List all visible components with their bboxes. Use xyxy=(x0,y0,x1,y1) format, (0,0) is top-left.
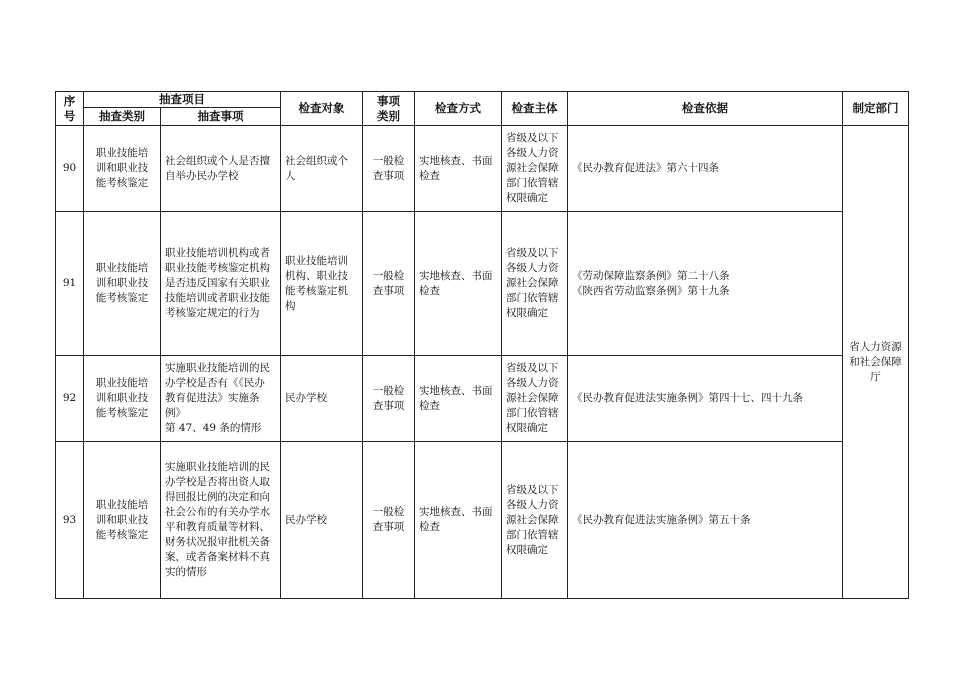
table-row xyxy=(56,126,909,212)
row-matter: 职业技能培训机构或者 职业技能考核鉴定机构 是否违反国家有关职业 技能培训或者职业技能 考核鉴定规定的行为 xyxy=(161,212,281,356)
row-basis: 《民办教育促进法实施条例》第五十条 xyxy=(568,442,843,599)
table-row xyxy=(56,212,909,356)
header-no: 序 号 xyxy=(56,92,84,126)
row-matter: 实施职业技能培训的民 办学校是否有《《民办 教育促进法》实施条例》 第 47、49 条的情形 xyxy=(161,356,281,442)
row-no: 92 xyxy=(56,356,84,442)
row-type: 一般检 查事项 xyxy=(363,356,415,442)
row-category: 职业技能培 训和职业技 能考核鉴定 xyxy=(84,212,161,356)
header-dept: 制定部门 xyxy=(843,92,909,126)
row-basis: 《民办教育促进法》第六十四条 xyxy=(568,126,843,212)
header-target: 检查对象 xyxy=(281,92,363,126)
header-check-matter: 抽查事项 xyxy=(161,108,281,126)
row-matter: 社会组织或个人是否擅 自举办民办学校 xyxy=(161,126,281,212)
dept-cell: 省人力资源 和社会保障 厅 xyxy=(843,126,909,599)
row-no: 93 xyxy=(56,442,84,599)
row-method: 实地核查、书面 检查 xyxy=(415,212,502,356)
header-row xyxy=(56,92,909,108)
row-no: 91 xyxy=(56,212,84,356)
row-target: 社会组织或个 人 xyxy=(281,126,363,212)
row-method: 实地核查、书面 检查 xyxy=(415,126,502,212)
row-method: 实地核查、书面 检查 xyxy=(415,442,502,599)
header-basis: 检查依据 xyxy=(568,92,843,126)
row-category: 职业技能培 训和职业技 能考核鉴定 xyxy=(84,126,161,212)
row-category: 职业技能培 训和职业技 能考核鉴定 xyxy=(84,442,161,599)
row-type: 一般检 查事项 xyxy=(363,442,415,599)
row-matter: 实施职业技能培训的民 办学校是否将出资人取 得回报比例的决定和向 社会公布的有关办学水 平和教育质量等材料、 财务状况报审批机关备 案，或者备案材料不真 实的情形 xyxy=(161,442,281,599)
row-subject: 省级及以下 各级人力资 源社会保障 部门依管辖 权限确定 xyxy=(502,126,568,212)
header-check-category: 抽查类别 xyxy=(84,108,161,126)
row-type: 一般检 查事项 xyxy=(363,212,415,356)
header-matter-type: 事项 类别 xyxy=(363,92,415,126)
row-basis: 《劳动保障监察条例》第二十八条 《陕西省劳动监察条例》第十九条 xyxy=(568,212,843,356)
header-spot-check-item: 抽查项目 xyxy=(84,92,281,108)
table-row xyxy=(56,442,909,599)
row-subject: 省级及以下 各级人力资 源社会保障 部门依管辖 权限确定 xyxy=(502,356,568,442)
row-no: 90 xyxy=(56,126,84,212)
row-target: 职业技能培训 机构、职业技 能考核鉴定机 构 xyxy=(281,212,363,356)
row-type: 一般检 查事项 xyxy=(363,126,415,212)
table-row xyxy=(56,356,909,442)
row-target: 民办学校 xyxy=(281,442,363,599)
row-basis: 《民办教育促进法实施条例》第四十七、四十九条 xyxy=(568,356,843,442)
row-category: 职业技能培 训和职业技 能考核鉴定 xyxy=(84,356,161,442)
row-subject: 省级及以下 各级人力资 源社会保障 部门依管辖 权限确定 xyxy=(502,212,568,356)
row-subject: 省级及以下 各级人力资 源社会保障 部门依管辖 权限确定 xyxy=(502,442,568,599)
header-subject: 检查主体 xyxy=(502,92,568,126)
row-target: 民办学校 xyxy=(281,356,363,442)
row-method: 实地核查、书面 检查 xyxy=(415,356,502,442)
inspection-table xyxy=(55,91,909,599)
header-method: 检查方式 xyxy=(415,92,502,126)
